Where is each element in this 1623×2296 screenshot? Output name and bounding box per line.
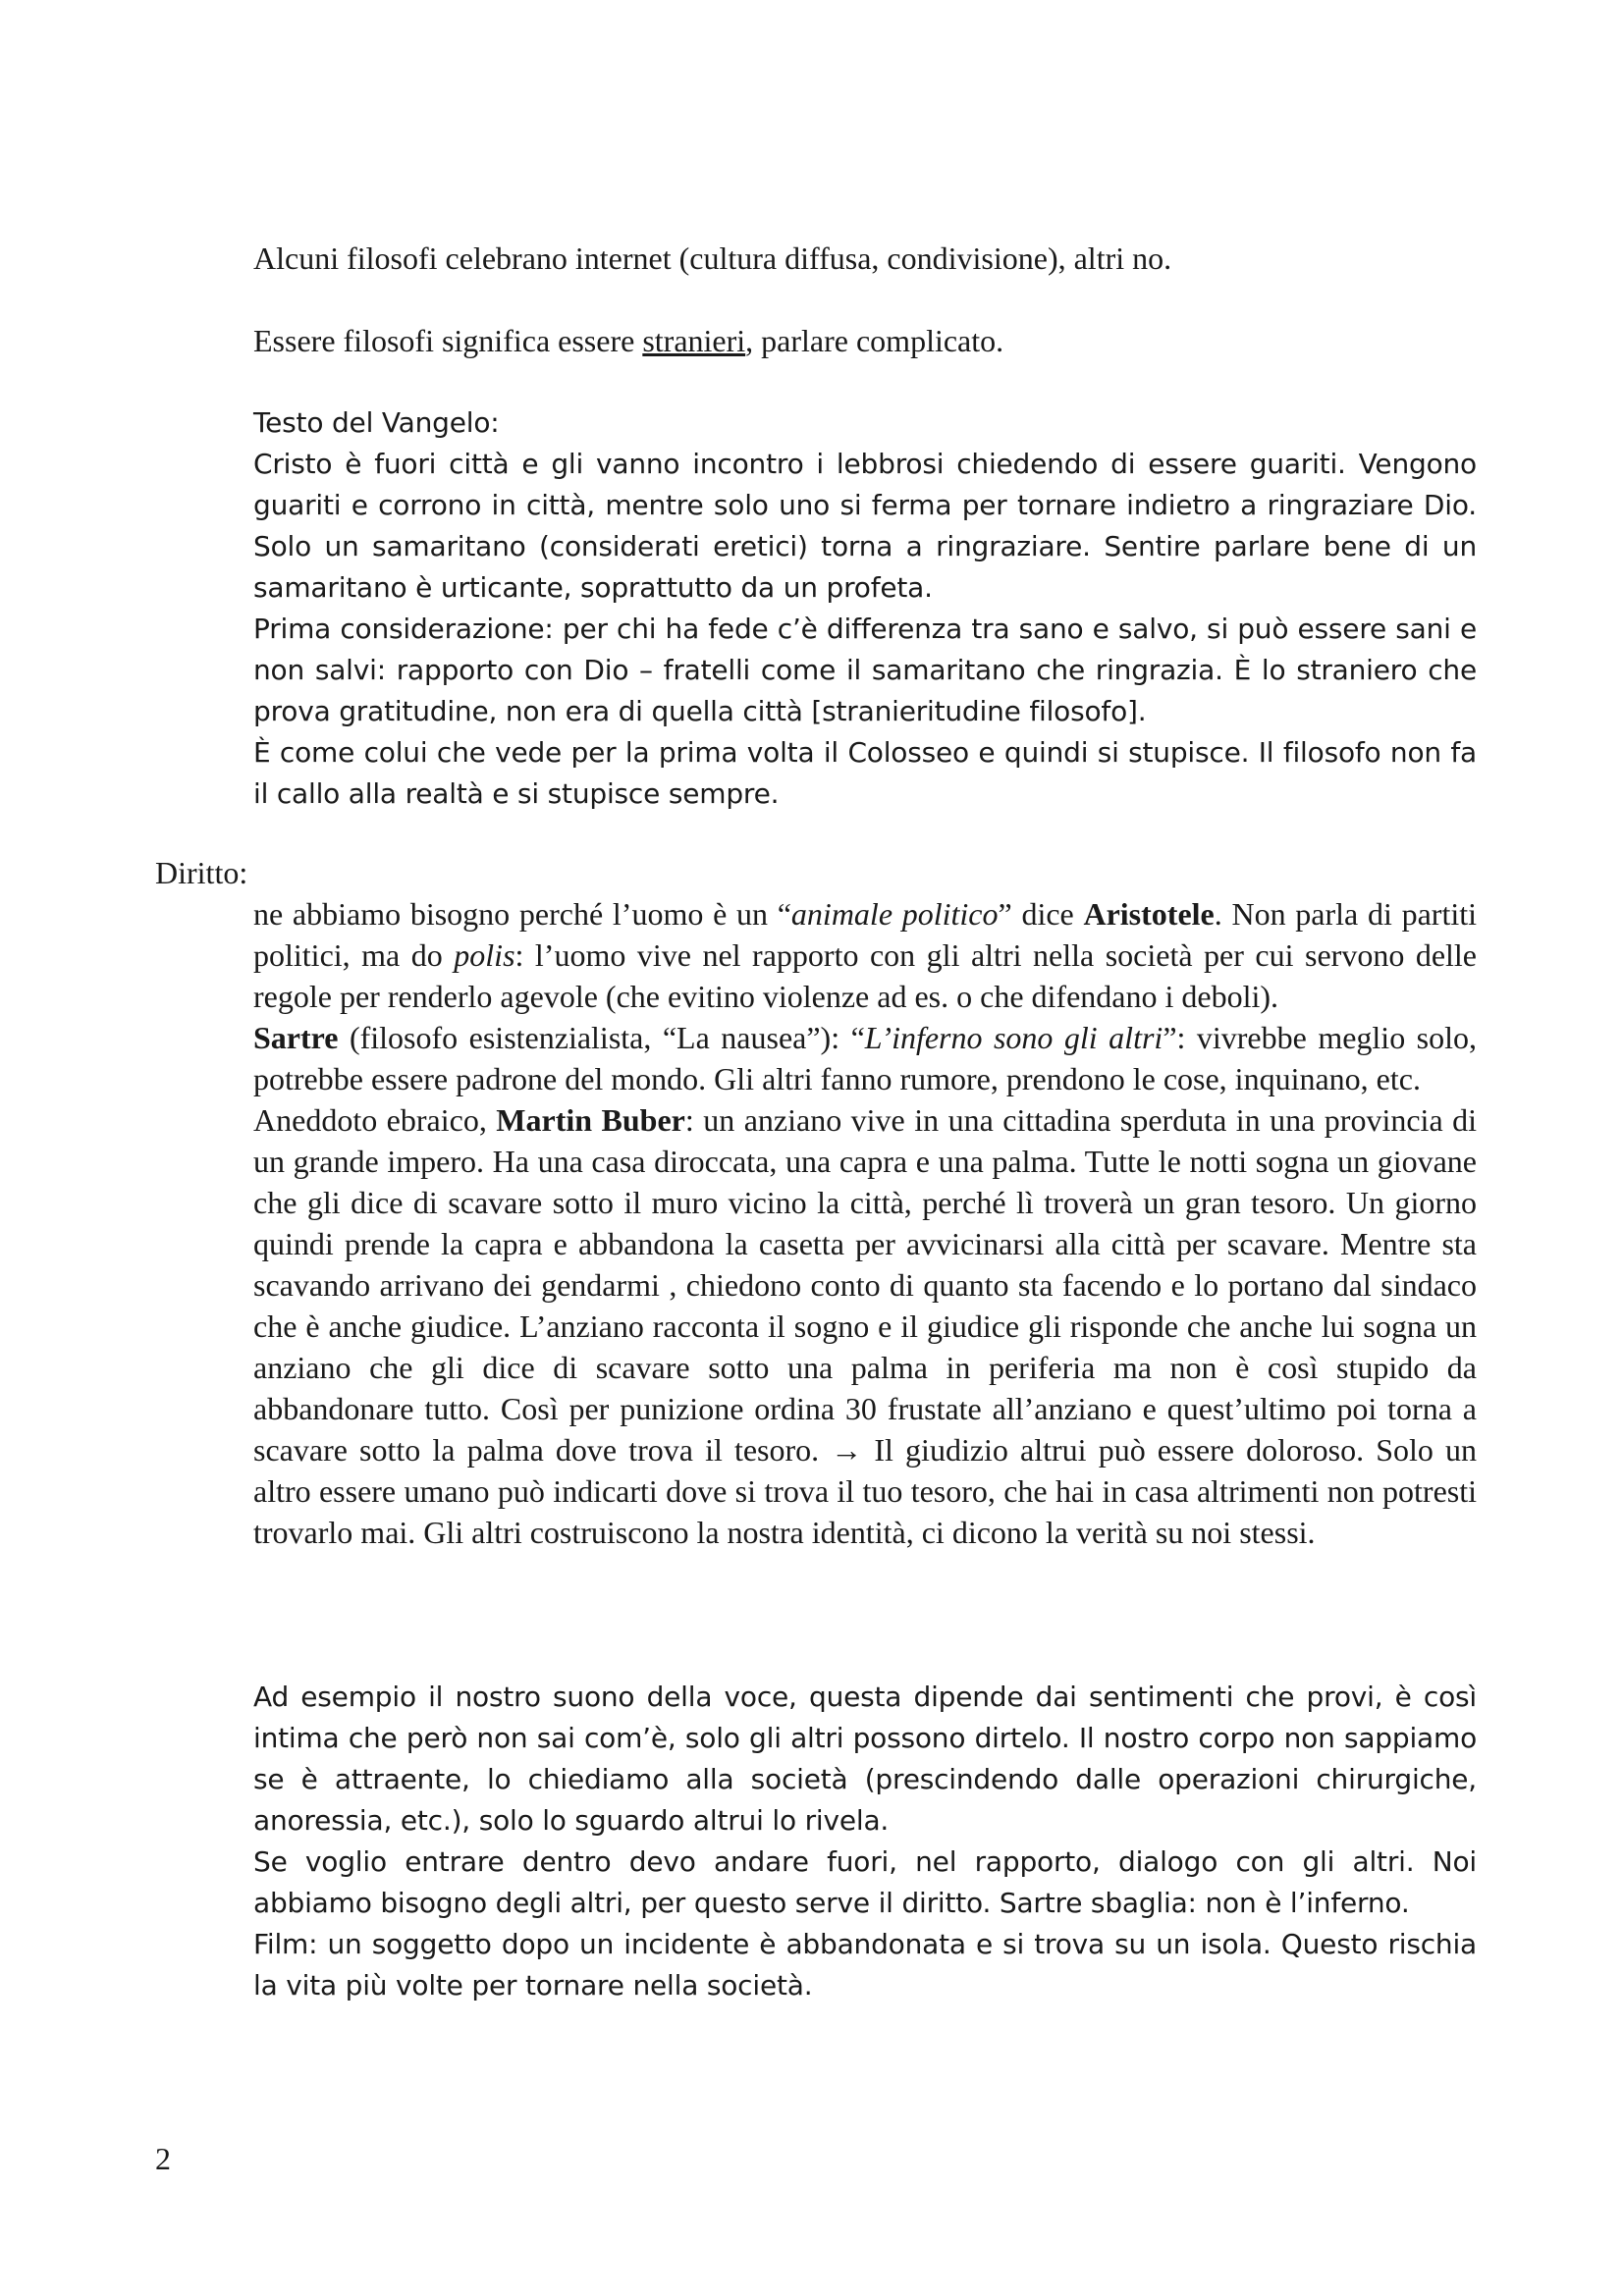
intro-line-1 [253,238,1477,279]
underlined-word: stranieri [642,323,746,358]
diritto-section-continued [253,1677,1477,2006]
bold-name: Martin Buber [496,1102,685,1138]
bold-name: Aristotele [1083,896,1215,932]
intro-sentence: Alcuni filosofi celebrano internet (cultura diffusa, condivisione), altri no. [253,240,1172,276]
vangelo-title: Testo del Vangelo: [253,406,500,439]
vangelo-paragraph: Cristo è fuori città e gli vanno incontro i lebbrosi chiedendo di essere guariti. Vengono guariti e corrono in città, mentre solo uno si ferma per tornare indietro a ringraziare Dio. Solo un samaritano (considerati eretici) torna a ringraziare. Sentire parlare bene di un samaritano è urticante, soprattutto da un profeta. [253,448,1477,604]
diritto-paragraph [253,893,1477,1017]
bold-name: Sartre [253,1020,339,1055]
diritto-paragraph: Se voglio entrare dentro devo andare fuori, nel rapporto, dialogo con gli altri. Noi abbiamo bisogno degli altri, per questo serve il diritto. Sartre sbaglia: non è l’inferno. [253,1845,1477,1919]
paragraph-text: ” dice [998,896,1084,932]
italic-text: animale politico [790,896,999,932]
intro-text: Essere filosofi significa essere [253,323,643,358]
paragraph-text: Aneddoto ebraico, [253,1102,497,1138]
diritto-paragraph: Ad esempio il nostro suono della voce, questa dipende dai sentimenti che provi, è così intima che però non sai com’è, solo gli altri possono dirtelo. Il nostro corpo non sappiamo se è attraente, lo chiediamo alla società (prescindendo dalle operazioni chirurgiche, anoressia, etc.), solo lo sguardo altrui lo rivela. [253,1681,1477,1837]
vangelo-paragraph: È come colui che vede per la prima volta il Colosseo e quindi si stupisce. Il filosofo non fa il callo alla realtà e si stupisce sempre. [253,736,1477,810]
diritto-section [253,893,1477,1553]
intro-line-2 [253,320,1477,361]
intro-sentence-strangers [253,320,1477,361]
diritto-paragraph: Film: un soggetto dopo un incidente è abbandonata e si trova su un isola. Questo rischia la vita più volte per tornare nella società. [253,1928,1477,2002]
paragraph-text: : l’uomo vive nel rapporto con gli altri nella società per cui servono delle regole per renderlo agevole (che evitino violenze ad es. o che difendano i deboli). [253,937,1478,1014]
diritto-paragraph [253,1017,1477,1099]
paragraph-text: . Non parla di partiti politici, ma do [253,896,1478,973]
paragraph-text: ne abbiamo bisogno perché l’uomo è un “ [253,896,791,932]
paragraph-text: ”: vivrebbe meglio solo, potrebbe essere padrone del mondo. Gli altri fanno rumore, prendono le cose, inquinano, etc. [253,1020,1478,1096]
paragraph-text: (filosofo esistenzialista, “La nausea”): “ [338,1020,865,1055]
diritto-heading: Diritto: [155,855,248,890]
page-number: 2 [155,2141,171,2176]
vangelo-paragraph: Prima considerazione: per chi ha fede c’è differenza tra sano e salvo, si può essere sani e non salvi: rapporto con Dio – fratelli come il samaritano che ringrazia. È lo straniero che prova gratitudine, non era di quella città [stranieritudine filosofo]. [253,613,1477,727]
italic-text: polis [454,937,515,973]
intro-text: , parlare complicato. [745,323,1004,358]
diritto-paragraph [253,1099,1477,1553]
paragraph-text: : un anziano vive in una cittadina sperduta in una provincia di un grande impero. Ha una casa diroccata, una capra e una palma. Tutte le notti sogna un giovane che gli dice di scavare sotto il muro vicino la città, perché lì troverà un gran tesoro. Un giorno quindi prende la capra e abbandona la casetta per avvicinarsi alla città per scavare. Mentre sta scavando arrivano dei gendarmi , chiedono conto di quanto sta facendo e lo portano dal sindaco che è anche giudice. L’anziano racconta il sogno e il giudice gli risponde che anche lui sogna un anziano che gli dice di scavare sotto una palma in periferia ma non è così stupido da abbandonare tutto. Così per punizione ordina 30 frustate all’anziano e quest’ultimo poi torna a scavare sotto la palma dove trova il tesoro. → Il giudizio altrui può essere doloroso. Solo un altro essere umano può indicarti dove si trova il tuo tesoro, che hai in casa altrimenti non potresti trovarlo mai. Gli altri costruiscono la nostra identità, ci dicono la verità su noi stessi. [253,1102,1477,1550]
italic-text: L’inferno sono gli altri [864,1020,1163,1055]
vangelo-section [253,402,1477,815]
